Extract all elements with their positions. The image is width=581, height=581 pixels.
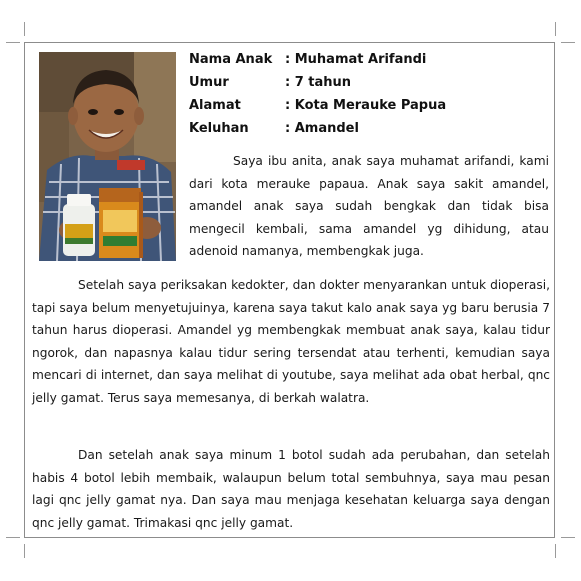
complaint-label: Keluhan [189,121,249,136]
address-value: : Kota Merauke Papua [285,98,447,113]
crop-mark-bottom-right-h [561,537,575,538]
profile-row-address [189,94,446,117]
testimonial-paragraph-1: Saya ibu anita, anak saya muhamat arifandi, kami dari kota merauke papaua. Anak saya sakit amandel, amandel anak saya sudah bengkak dan tidak bisa mengecil kembali, sama amandel yg dihidung, atau adenoid namanya, membengkak juga. [189,154,549,258]
name-label: Nama Anak [189,52,273,67]
profile-row-complaint [189,117,446,140]
name-value: : Muhamat Arifandi [285,52,427,67]
crop-mark-top-left-v [24,22,25,36]
age-value: : 7 tahun [285,75,352,90]
crop-mark-top-right-v [555,22,556,36]
crop-mark-top-right-h [561,42,575,43]
testimonial-paragraph-2: Setelah saya periksakan kedokter, dan dokter menyarankan untuk dioperasi, tapi saya belum menyetujuinya, karena saya takut kalo anak saya yg baru berusia 7 tahun harus dioperasi. Amandel yg membengkak membuat anak saya, kalau tidur ngorok, dan napasnya kalau tidur sering tersendat atau terhenti, kemudian saya mencari di internet, dan saya melihat di youtube, saya melihat ada obat herbal, qnc jelly gamat. Terus saya memesanya, di berkah walatra. [32,278,550,405]
child-photo [39,52,176,261]
profile-info [189,48,446,140]
age-label: Umur [189,75,229,90]
crop-mark-bottom-right-v [555,544,556,558]
profile-row-age [189,71,446,94]
crop-mark-top-left-h [6,42,20,43]
address-label: Alamat [189,98,241,113]
crop-mark-bottom-left-v [24,544,25,558]
crop-mark-bottom-left-h [6,537,20,538]
complaint-value: : Amandel [285,121,359,136]
profile-row-name [189,48,446,71]
testimonial-paragraph-3: Dan setelah anak saya minum 1 botol sudah ada perubahan, dan setelah habis 4 botol lebih membaik, walaupun belum total sembuhnya, saya mau pesan lagi qnc jelly gamat nya. Dan saya mau menjaga kesehatan keluarga saya dengan qnc jelly gamat. Trimakasi qnc jelly gamat. [32,448,550,530]
